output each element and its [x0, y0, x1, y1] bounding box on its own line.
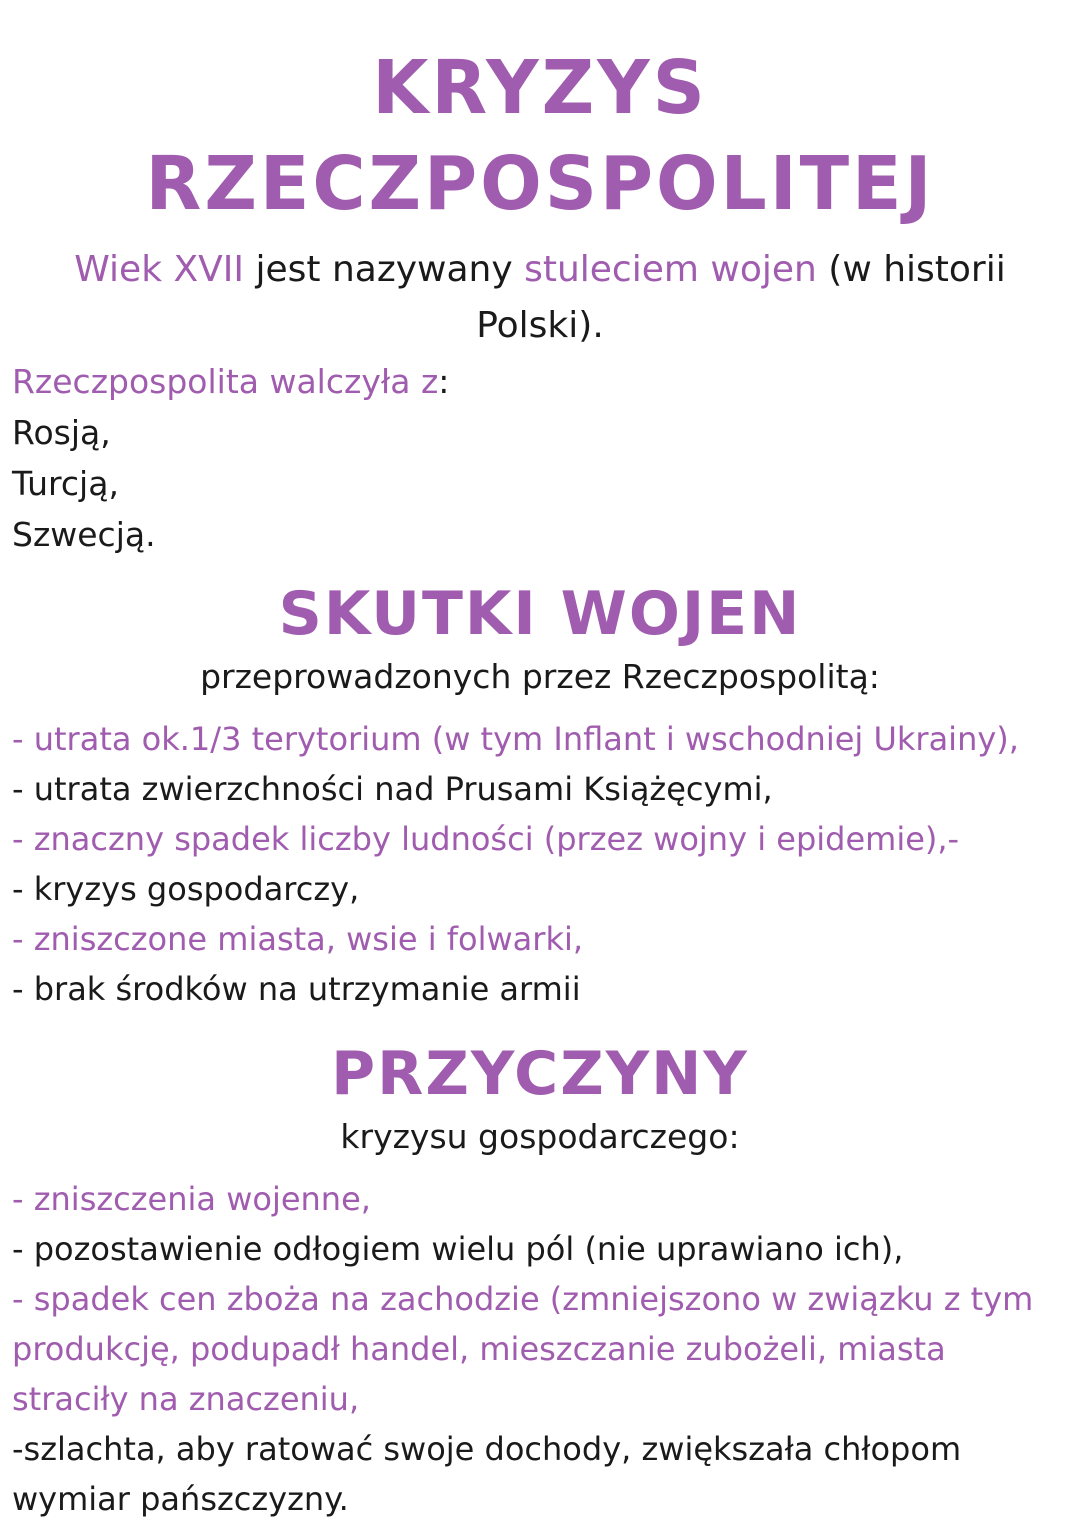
main-title: KRYZYS RZECZPOSPOLITEJ — [145, 45, 935, 227]
list-item: - utrata ok.1/3 terytorium (w tym Inflant i wschodniej Ukrainy), — [12, 720, 1019, 758]
causes-heading: PRZYCZYNY — [331, 1039, 749, 1109]
list-item: Turcją, — [12, 464, 119, 503]
wars-lead — [12, 356, 1068, 407]
intro-text-1: jest nazywany — [244, 249, 525, 290]
intro-century-of-wars: stuleciem wojen — [524, 249, 817, 290]
list-item: - brak środków na utrzymanie armii — [12, 970, 581, 1008]
list-item: - zniszczone miasta, wsie i folwarki, — [12, 920, 584, 958]
list-item: - zniszczenia wojenne, — [12, 1180, 371, 1218]
list-item: - utrata zwierzchności nad Prusami Książęcymi, — [12, 770, 773, 808]
effects-heading: SKUTKI WOJEN — [278, 579, 802, 649]
wars-lead-text: Rzeczpospolita walczyła z — [12, 362, 439, 401]
wars-lead-colon: : — [438, 362, 450, 401]
effects-list — [12, 714, 1068, 1014]
list-item: - spadek cen zboża na zachodzie (zmniejszono w związku z tym produkcję, podupadł handel, mieszczanie zubożeli, miasta straciły na znaczeniu, — [12, 1280, 1034, 1418]
list-item: - znaczny spadek liczby ludności (przez wojny i epidemie),- — [12, 820, 960, 858]
causes-subheading: kryzysu gospodarczego: — [340, 1117, 740, 1156]
list-item: - pozostawienie odłogiem wielu pól (nie uprawiano ich), — [12, 1230, 904, 1268]
intro-century: Wiek XVII — [74, 249, 245, 290]
list-item: Szwecją. — [12, 515, 156, 554]
intro-text-2: (w historii Polski). — [476, 249, 1006, 346]
list-item: - kryzys gospodarczy, — [12, 870, 360, 908]
effects-subheading: przeprowadzonych przez Rzeczpospolitą: — [200, 657, 880, 696]
intro-paragraph — [12, 242, 1068, 354]
wars-list — [12, 407, 1068, 560]
list-item: -szlachta, aby ratować swoje dochody, zwiększała chłopom wymiar pańszczyzny. — [12, 1430, 962, 1518]
list-item: Rosją, — [12, 413, 111, 452]
causes-list — [12, 1174, 1068, 1524]
